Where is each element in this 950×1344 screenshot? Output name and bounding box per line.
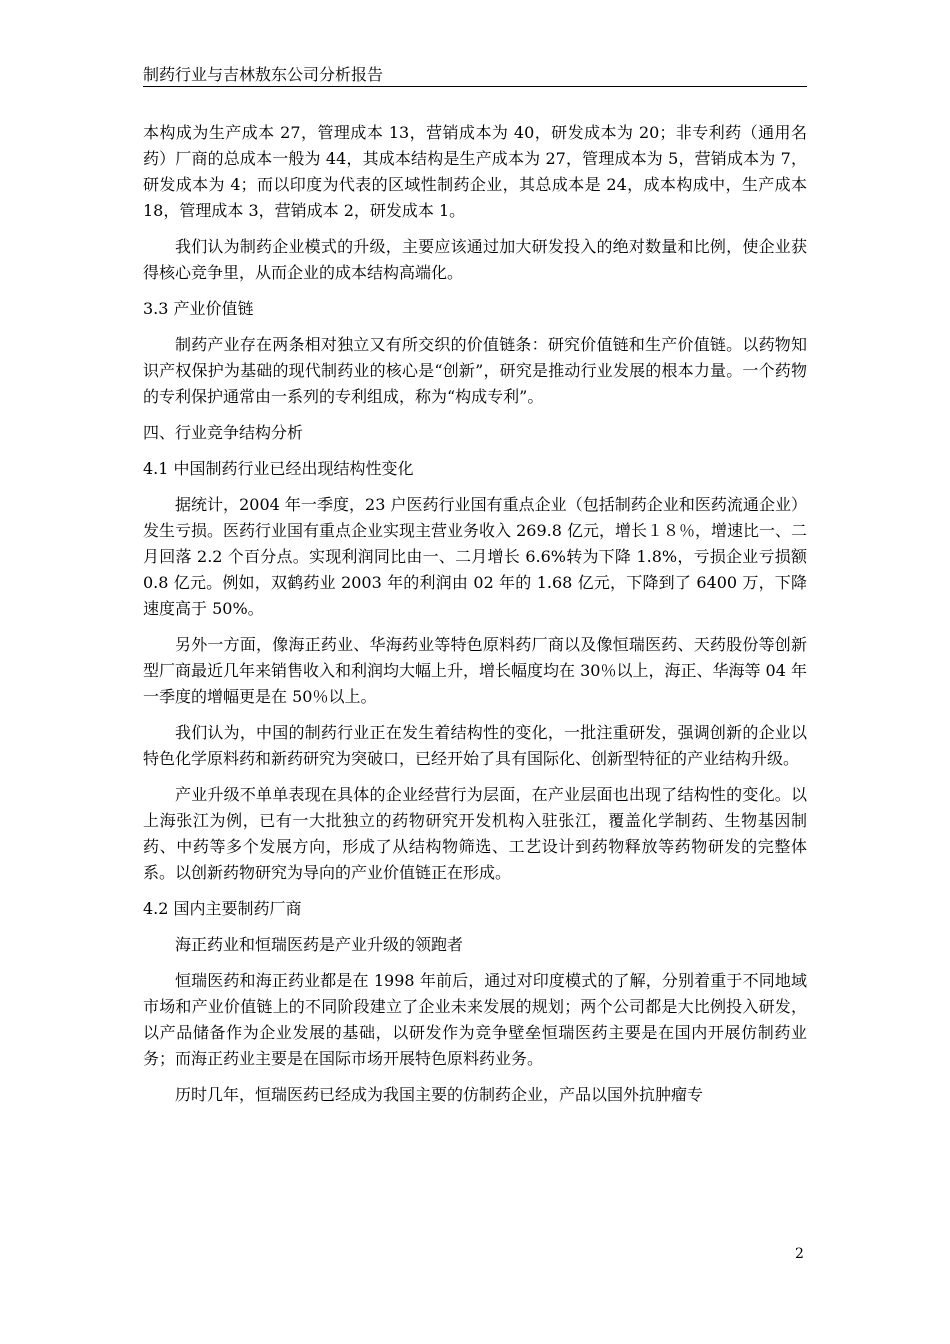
paragraph: 我们认为，中国的制药行业正在发生着结构性的变化，一批注重研发，强调创新的企业以特色化学原料药和新药研究为突破口，已经开始了具有国际化、创新型特征的产业结构升级。 [143, 723, 807, 768]
page-number: 2 [795, 1246, 804, 1262]
paragraph: 我们认为制药企业模式的升级，主要应该通过加大研发投入的绝对数量和比例，使企业获得核心竞争里，从而企业的成本结构高端化。 [143, 237, 807, 282]
paragraph: 据统计，2004 年一季度，23 户医药行业国有重点企业（包括制药企业和医药流通企业）发生亏损。医药行业国有重点企业实现主营业务收入 269.8 亿元，增长１８％，增速比一、二月回落 2.2 个百分点。实现利润同比由一、二月增长 6.6%转为下降 1.8%，亏损企业亏损额 0.8 亿元。例如，双鹤药业 2003 年的利润由 02 年的 1.68 亿元，下降到了 6400 万，下降速度高于 50%。 [143, 495, 807, 618]
page-body [143, 120, 807, 1118]
document-title: 制药行业与吉林敖东公司分析报告 [143, 65, 384, 84]
paragraph: 海正药业和恒瑞医药是产业升级的领跑者 [175, 935, 464, 954]
section-heading: 3.3 产业价值链 [143, 299, 254, 318]
paragraph: 本构成为生产成本 27，管理成本 13，营销成本为 40，研发成本为 20；非专利药（通用名药）厂商的总成本一般为 44，其成本结构是生产成本为 27，管理成本为 5，营销成本为 7，研发成本为 4；而以印度为代表的区域性制药企业，其总成本是 24，成本构成中，生产成本 18，管理成本 3，营销成本 2，研发成本 1。 [143, 123, 807, 220]
section-heading: 4.2 国内主要制药厂商 [143, 899, 302, 918]
paragraph: 产业升级不单单表现在具体的企业经营行为层面，在产业层面也出现了结构性的变化。以上海张江为例，已有一大批独立的药物研究开发机构入驻张江，覆盖化学制药、生物基因制药、中药等多个发展方向，形成了从结构物筛选、工艺设计到药物释放等药物研发的完整体系。以创新药物研究为导向的产业价值链正在形成。 [143, 785, 807, 882]
section-heading: 4.1 中国制药行业已经出现结构性变化 [143, 459, 414, 478]
paragraph: 另外一方面，像海正药业、华海药业等特色原料药厂商以及像恒瑞医药、天药股份等创新型厂商最近几年来销售收入和利润均大幅上升，增长幅度均在 30％以上，海正、华海等 04 年一季度的增幅更是在 50％以上。 [143, 635, 807, 706]
page-header [143, 64, 807, 87]
paragraph: 制药产业存在两条相对独立又有所交织的价值链条：研究价值链和生产价值链。以药物知识产权保护为基础的现代制药业的核心是“创新”，研究是推动行业发展的根本力量。一个药物的专利保护通常由一系列的专利组成，称为“构成专利”。 [143, 335, 807, 406]
paragraph: 历时几年，恒瑞医药已经成为我国主要的仿制药企业，产品以国外抗肿瘤专 [175, 1085, 704, 1104]
paragraph: 恒瑞医药和海正药业都是在 1998 年前后，通过对印度模式的了解，分别着重于不同地域市场和产业价值链上的不同阶段建立了企业未来发展的规划；两个公司都是大比例投入研发，以产品储备作为企业发展的基础，以研发作为竞争壁垒恒瑞医药主要是在国内开展仿制药业务；而海正药业主要是在国际市场开展特色原料药业务。 [143, 971, 807, 1068]
section-heading: 四、行业竞争结构分析 [143, 423, 304, 442]
